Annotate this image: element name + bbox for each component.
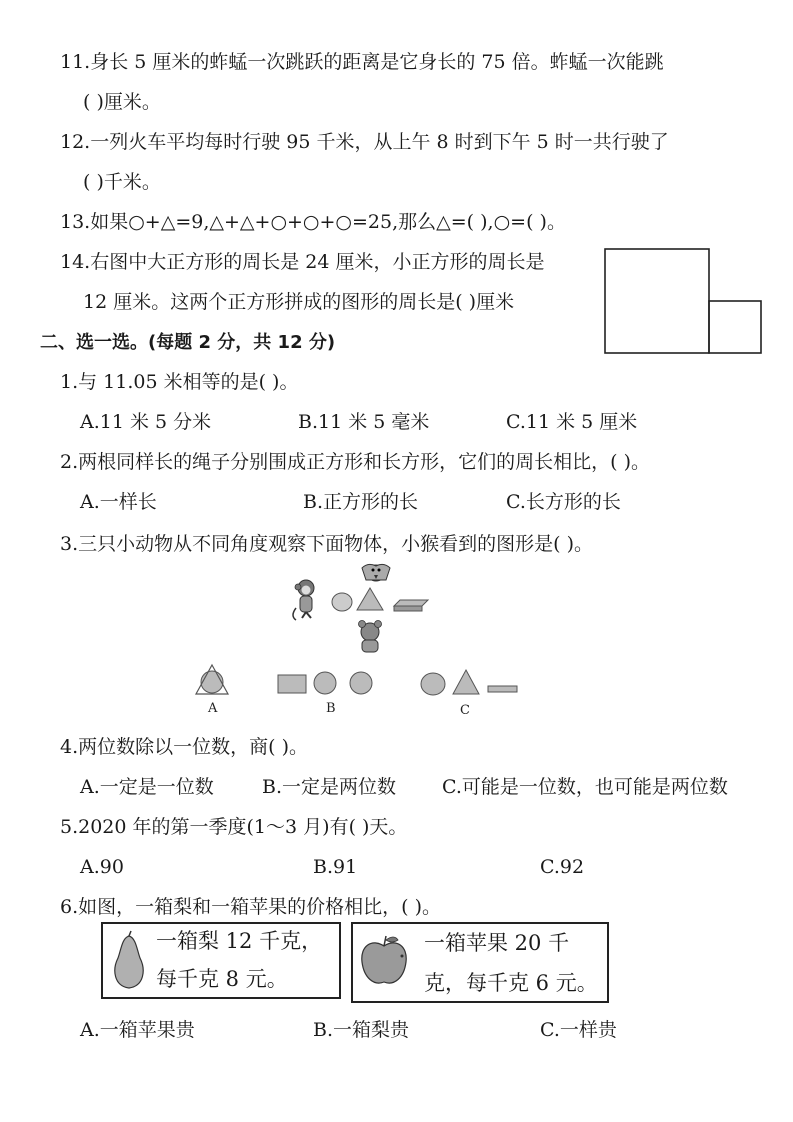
q13: 13.如果○+△=9,△+△+○+○+○=25,那么△=( ),○=( )。 (60, 211, 566, 233)
option-a-figure (196, 665, 228, 694)
q12-line2: ( )千米。 (83, 171, 161, 193)
pear-text-line1: 一箱梨 12 千克， (156, 929, 323, 953)
apple-text-line1: 一箱苹果 20 千 (424, 931, 570, 955)
choice-q2: 2.两根同样长的绳子分别围成正方形和长方形，它们的周长相比，( )。 (60, 451, 650, 473)
choice-q1-option-c: C.11 米 5 厘米 (506, 411, 638, 433)
option-c-figure (421, 670, 517, 695)
choice-q6: 6.如图，一箱梨和一箱苹果的价格相比，( )。 (60, 896, 441, 918)
choice-q5-option-a: A.90 (80, 856, 124, 878)
choice-q6-option-c: C.一样贵 (540, 1019, 617, 1041)
q3-label-c: C (460, 703, 470, 718)
cone-object (357, 588, 383, 610)
q3-label-b: B (326, 701, 336, 716)
choice-q4-option-a: A.一定是一位数 (80, 776, 214, 798)
q11-line1: 11.身长 5 厘米的蚱蜢一次跳跃的距离是它身长的 75 倍。蚱蜢一次能跳 (60, 51, 664, 73)
choice-q1: 1.与 11.05 米相等的是( )。 (60, 371, 299, 393)
choice-q2-option-c: C.长方形的长 (506, 491, 621, 513)
parrot-icon (362, 564, 390, 581)
choice-q4: 4.两位数除以一位数，商( )。 (60, 736, 308, 758)
choice-q3: 3.三只小动物从不同角度观察下面物体，小猴看到的图形是( )。 (60, 533, 593, 555)
q3-label-a: A (208, 701, 218, 716)
choice-q5-option-c: C.92 (540, 856, 585, 878)
q3-observation-figure (190, 560, 530, 720)
big-square (605, 249, 709, 353)
choice-q6-option-a: A.一箱苹果贵 (80, 1019, 195, 1041)
choice-q1-option-a: A.11 米 5 分米 (80, 411, 212, 433)
choice-q2-option-b: B.正方形的长 (303, 491, 419, 513)
q11-line2: ( )厘米。 (83, 91, 161, 113)
q14-line1: 14.右图中大正方形的周长是 24 厘米，小正方形的周长是 (60, 251, 545, 273)
apple-icon (358, 934, 410, 988)
small-square (709, 301, 761, 353)
ball-object (332, 593, 352, 611)
choice-q5: 5.2020 年的第一季度(1～3 月)有( )天。 (60, 816, 408, 838)
q14-squares-figure (604, 248, 762, 354)
q14-line2: 12 厘米。这两个正方形拼成的图形的周长是( )厘米 (83, 291, 515, 313)
monkey-icon (293, 580, 314, 620)
choice-q6-option-b: B.一箱梨贵 (313, 1019, 410, 1041)
section2-title: 二、选一选。(每题 2 分，共 12 分) (40, 332, 336, 353)
q12-line1: 12.一列火车平均每时行驶 95 千米，从上午 8 时到下午 5 时一共行驶了 (60, 131, 669, 153)
choice-q4-option-b: B.一定是两位数 (262, 776, 397, 798)
pear-text-line2: 每千克 8 元。 (156, 967, 288, 991)
apple-text-line2: 克，每千克 6 元。 (424, 971, 598, 995)
choice-q5-option-b: B.91 (313, 856, 358, 878)
choice-q1-option-b: B.11 米 5 毫米 (298, 411, 430, 433)
pear-icon (108, 930, 150, 992)
bear-icon (359, 621, 382, 653)
choice-q2-option-a: A.一样长 (80, 491, 157, 513)
option-b-figure (278, 672, 372, 694)
cuboid-object (394, 600, 428, 606)
choice-q4-option-c: C.可能是一位数，也可能是两位数 (442, 776, 728, 798)
